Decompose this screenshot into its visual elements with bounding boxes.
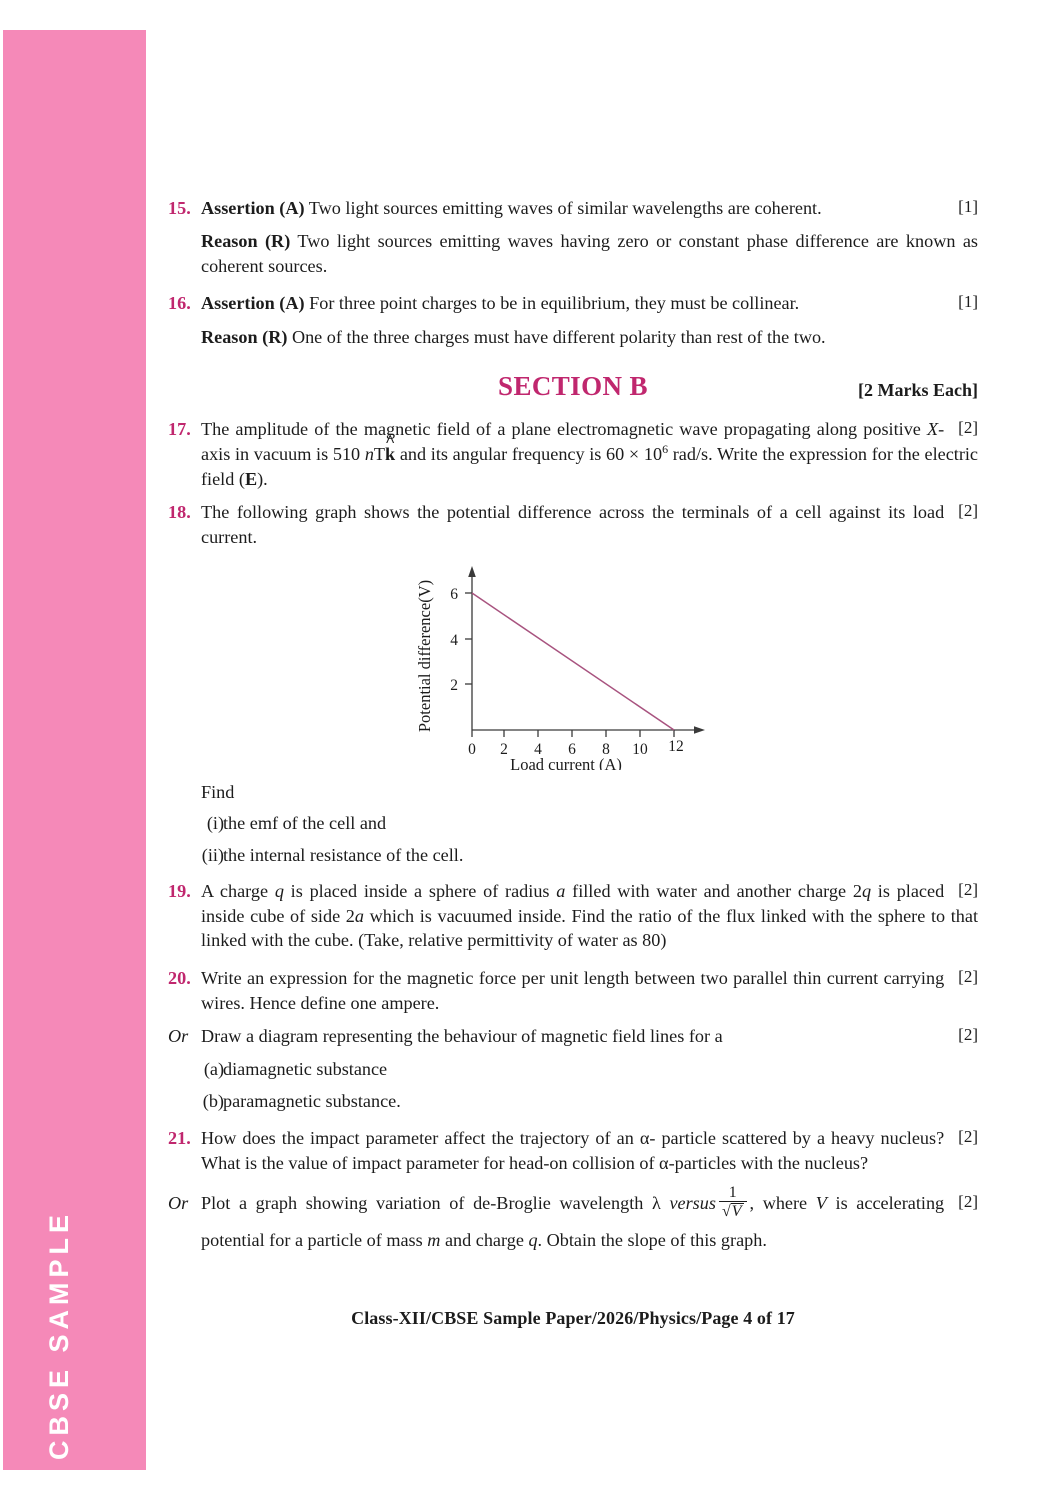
- y-axis-label: Potential difference(V): [415, 579, 434, 733]
- question-19-charge-symbol-q2: q: [861, 881, 872, 902]
- question-16-number: 16.: [168, 293, 191, 314]
- question-18-sub-label-ii: (ii): [201, 844, 224, 865]
- question-19: [168, 879, 978, 952]
- question-16-reason: [168, 325, 978, 349]
- x-tick-label-8: 8: [602, 740, 610, 758]
- page-footer: Class-XII/CBSE Sample Paper/2026/Physics/Page 4 of 17: [351, 1308, 795, 1328]
- question-19-marks: [2]: [958, 880, 978, 900]
- data-line-series-1: [472, 593, 674, 730]
- question-15-assertion-label: Assertion (A): [201, 198, 305, 218]
- x-tick-label-12: 12: [668, 737, 684, 755]
- question-19-text-3: filled with water and another charge 2: [565, 881, 862, 902]
- question-20-or-sub-text-a: diamagnetic substance: [223, 1059, 388, 1080]
- question-21-mass-symbol: m: [427, 1230, 441, 1251]
- graph-svg: [168, 558, 978, 770]
- question-21-or-text-4: and charge: [440, 1230, 529, 1251]
- question-17-number: 17.: [168, 418, 191, 439]
- section-header: [168, 371, 978, 411]
- question-21-or-text-3: is accelerating potential for a particle of mass: [201, 1193, 945, 1251]
- question-17-axis-symbol: X: [926, 418, 939, 439]
- question-20-or-marks: [2]: [958, 1025, 978, 1045]
- question-19-side-symbol-a2: a: [354, 905, 364, 926]
- fraction-denominator: [719, 1201, 747, 1221]
- page-content: [168, 0, 978, 1500]
- question-15-reason: [168, 229, 978, 278]
- x-axis-label: Load current (A): [510, 754, 622, 770]
- question-17-text-b: -axis in vacuum is 510: [201, 418, 945, 465]
- potential-difference-graph: [168, 558, 978, 770]
- x-tick-label-6: 6: [568, 740, 576, 758]
- question-15: [168, 196, 978, 220]
- question-18-marks: [2]: [958, 501, 978, 521]
- question-21-or-text-2: , where: [749, 1193, 816, 1214]
- question-16-assertion-text: For three point charges to be in equilibrium, they must be collinear.: [304, 293, 800, 314]
- y-axis-arrow-icon: [468, 566, 476, 577]
- question-20-or-tag: Or: [168, 1026, 189, 1047]
- question-21-or: [168, 1183, 978, 1258]
- fraction-numerator: 1: [728, 1183, 737, 1201]
- question-20-or-sub-text-b: paramagnetic substance.: [223, 1090, 401, 1111]
- question-20-text: Write an expression for the magnetic force per unit length between two parallel thin current carrying wires. Hence define one ampere.: [201, 968, 945, 1013]
- question-20-or-sub-item-a: [168, 1057, 978, 1081]
- side-band: [3, 30, 146, 1470]
- y-tick-label-4: 4: [450, 631, 458, 649]
- question-21-or-marks: [2]: [958, 1192, 978, 1212]
- y-tick-label-2: 2: [450, 676, 458, 694]
- question-21-text: How does the impact parameter affect the trajectory of an α- particle scattered by a heavy nucleus? What is the value of impact parameter for head-on collision of α-particles with the nucleus?: [201, 1128, 945, 1173]
- x-axis-arrow-icon: [694, 726, 705, 734]
- question-19-text-1: A charge: [201, 881, 275, 902]
- question-17-text-d: rad/s. Write the expression for the electric field (: [201, 444, 978, 489]
- question-16-reason-text: One of the three charges must have different polarity than rest of the two.: [287, 326, 826, 347]
- section-marks-note: [2 Marks Each]: [858, 379, 978, 400]
- question-20-marks: [2]: [958, 967, 978, 987]
- question-15-reason-text: Two light sources emitting waves having zero or constant phase difference are known as coherent sources.: [201, 231, 978, 276]
- question-15-assertion-text: Two light sources emitting waves of similar wavelengths are coherent.: [304, 198, 822, 218]
- inverse-sqrt-v-fraction: [719, 1185, 747, 1222]
- question-16: [168, 291, 978, 315]
- question-17-marks: [2]: [958, 417, 978, 437]
- question-15-reason-label: Reason (R): [201, 231, 291, 252]
- question-21-charge-symbol: q: [528, 1230, 538, 1251]
- question-20: [168, 966, 978, 1015]
- question-18-sub-text-ii: the internal resistance of the cell.: [223, 844, 464, 865]
- x-tick-label-2: 2: [500, 740, 508, 758]
- question-20-or-sub-label-b: (b): [202, 1090, 224, 1111]
- y-tick-label-6: 6: [450, 585, 458, 603]
- question-20-or: [168, 1024, 978, 1048]
- question-17: [168, 417, 978, 491]
- question-15-number: 15.: [168, 198, 191, 218]
- question-19-text-4: is placed inside cube of side 2: [201, 881, 945, 926]
- sqrt-radicand: V: [731, 1203, 742, 1221]
- question-16-assertion-label: Assertion (A): [201, 293, 305, 314]
- question-17-tesla-unit: T: [373, 444, 386, 465]
- question-17-k-hat-symbol: k ^: [385, 442, 395, 466]
- question-21-or-text-1: Plot a graph showing variation of de-Broglie wavelength λ: [201, 1193, 670, 1214]
- question-21-marks: [2]: [958, 1127, 978, 1147]
- side-band-label: CBSE SAMPLE: [43, 1209, 74, 1461]
- question-18-sub-item-ii: [168, 843, 978, 867]
- question-19-number: 19.: [168, 881, 191, 902]
- x-tick-label-4: 4: [534, 740, 542, 758]
- question-16-reason-label: Reason (R): [201, 326, 288, 347]
- question-18-number: 18.: [168, 502, 191, 523]
- question-21-voltage-symbol: V: [815, 1193, 827, 1214]
- question-18-find-label: Find: [201, 781, 235, 802]
- question-20-or-sub-label-a: (a): [203, 1059, 224, 1080]
- question-19-charge-symbol-q1: q: [274, 881, 284, 902]
- question-15-marks: [1]: [958, 197, 978, 216]
- question-19-text-5: which is vacuumed inside. Find the ratio of the flux linked with the sphere to that linked with the cube. (Take, relative permittivity of water as 80): [201, 905, 979, 950]
- x-tick-label-0: 0: [468, 740, 476, 758]
- question-18-sub-text-i: the emf of the cell and: [223, 813, 387, 834]
- question-21: [168, 1126, 978, 1175]
- question-18-sub-item-i: [168, 811, 978, 835]
- question-19-radius-symbol-a1: a: [556, 881, 566, 902]
- question-20-or-text: Draw a diagram representing the behaviour of magnetic field lines for a: [201, 1026, 723, 1047]
- question-17-field-symbol: E: [244, 468, 258, 489]
- question-21-number: 21.: [168, 1128, 191, 1149]
- question-17-exponent: 6: [662, 442, 669, 457]
- question-21-or-text-5: . Obtain the slope of this graph.: [537, 1230, 767, 1251]
- question-18: [168, 500, 978, 549]
- question-17-text-a: The amplitude of the magnetic field of a plane electromagnetic wave propagating along positive: [201, 418, 927, 439]
- question-21-or-tag: Or: [168, 1193, 189, 1214]
- question-18-sub-label-i: (i): [206, 813, 224, 834]
- question-16-marks: [1]: [958, 292, 978, 312]
- question-19-text-2: is placed inside a sphere of radius: [283, 881, 557, 902]
- question-20-number: 20.: [168, 968, 191, 989]
- sqrt-icon: √: [721, 1203, 731, 1221]
- question-17-n-symbol: n: [364, 444, 374, 465]
- question-18-text: The following graph shows the potential difference across the terminals of a cell against its load current.: [201, 502, 945, 547]
- x-tick-label-10: 10: [632, 740, 648, 758]
- question-20-or-sub-item-b: [168, 1089, 978, 1113]
- question-17-text-e: ).: [257, 468, 268, 489]
- question-21-versus-word: versus: [669, 1193, 716, 1214]
- section-title: SECTION B: [498, 370, 648, 401]
- question-17-text-c: and its angular frequency is 60 × 10: [395, 444, 663, 465]
